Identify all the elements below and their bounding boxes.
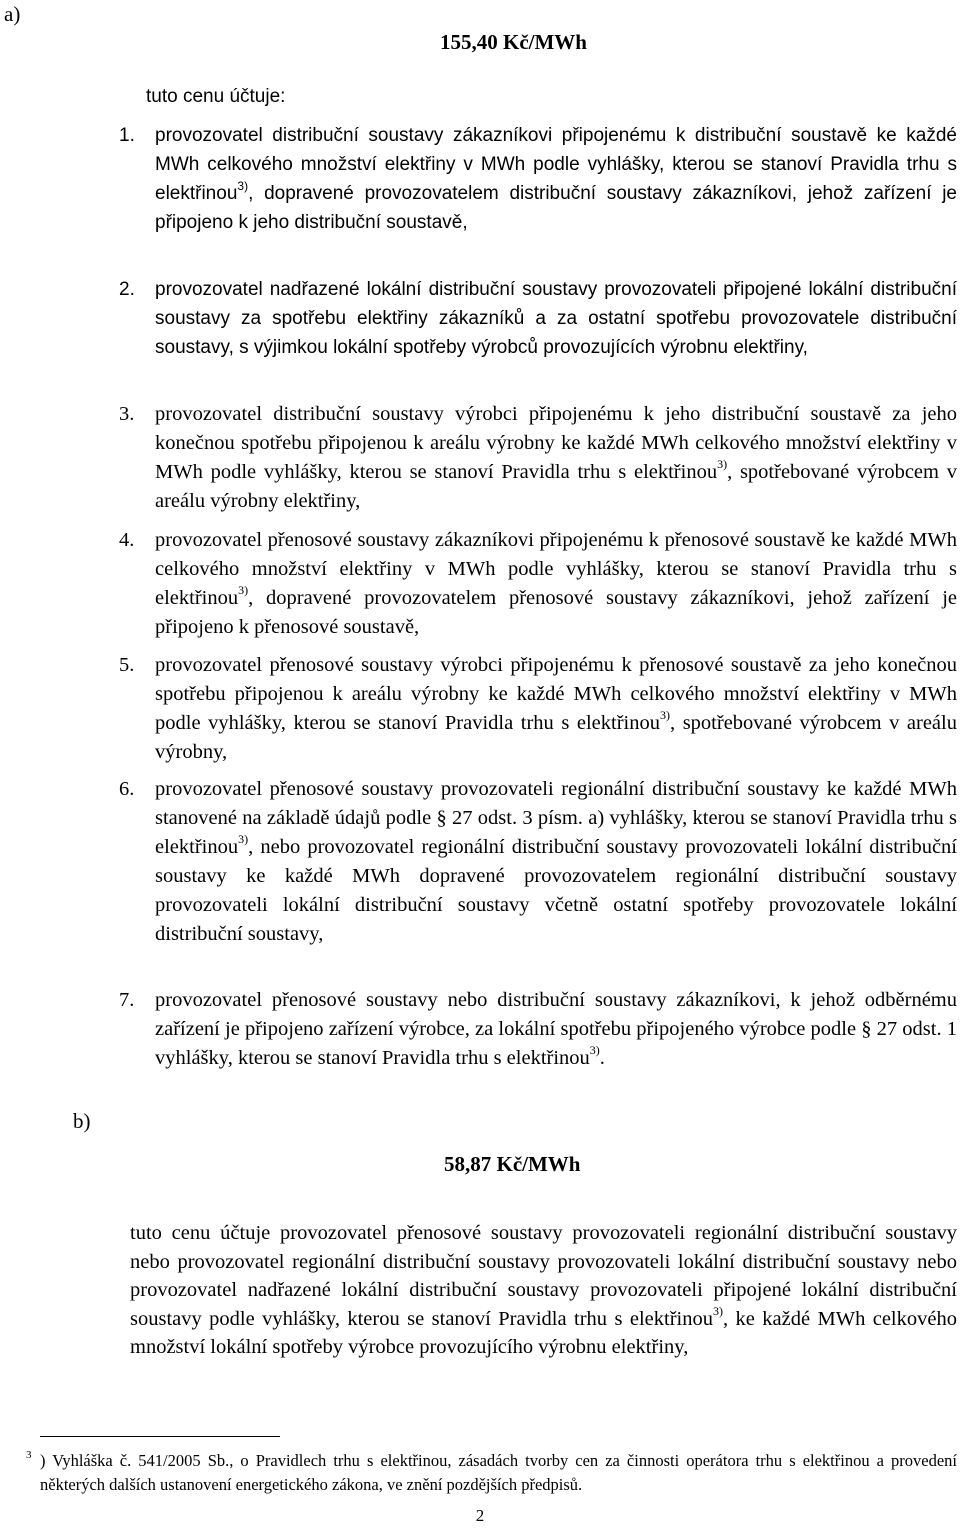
paragraph-b: tuto cenu účtuje provozovatel přenosové soustavy provozovateli regionální distribuční soustavy nebo provozovatel regionální distribuční soustavy provozovateli lokální distribuční soustavy nebo provozovatel nadřazené lokální distribuční soustavy provozovateli připojené lokální distribuční soustavy podle vyhlášky, kterou se stanoví Pravidla trhu s elektřinou$^{3)}$, ke každé MWh celkového množství lokální spotřeby výrobce provozujícího výrobnu elektřiny, (130, 1222, 957, 1358)
list-item-3: 3. provozovatel distribuční soustavy výrobci připojenému k jeho distribuční soustavě za jeho konečnou spotřebu připojenou k areálu výrobny ke každé MWh celkového množství elektřiny v MWh podle vyhlášky, kterou se stanoví Pravidla trhu s elektřinou$^{3)}$, spotřebované výrobcem v areálu výrobny elektřiny, (155, 400, 957, 516)
list-item-5: 5. provozovatel přenosové soustavy výrobci připojenému k přenosové soustavě za jeho konečnou spotřebu připojenou k areálu výrobny ke každé MWh celkového množství elektřiny v MWh podle vyhlášky, kterou se stanoví Pravidla trhu s elektřinou$^{3)}$, spotřebované výrobcem v areálu výrobny, (155, 651, 957, 767)
list-item-1: 1. provozovatel distribuční soustavy zákazníkovi připojenému k distribuční soustavě ke každé MWh celkového množství elektřiny v MWh podle vyhlášky, kterou se stanoví Pravidla trhu s elektřinou$^{3)}$, dopravené provozovatelem distribuční soustavy zákazníkovi, jehož zařízení je připojeno k jeho distribuční soustavě, (155, 121, 957, 237)
footnote-text: ) Vyhláška č. 541/2005 Sb., o Pravidlech trhu s elektřinou, zásadách tvorby cen za činnosti operátora trhu s elektřinou a provedení některých dalších ustanovení energetického zákona, ve znění pozdějších předpisů. (40, 1451, 957, 1494)
price-a: 155,40 Kč/MWh (440, 30, 587, 54)
item-number: 7. (119, 989, 135, 1011)
list-item-2: 2. provozovatel nadřazené lokální distribuční soustavy provozovateli připojené lokální distribuční soustavy za spotřebu elektřiny zákazníků a za ostatní spotřebu provozovatele distribuční soustavy, s výjimkou lokální spotřeby výrobců provozujících výrobnu elektřiny, (155, 275, 957, 362)
list-item-4: 4. provozovatel přenosové soustavy zákazníkovi připojenému k přenosové soustavě ke každé MWh celkového množství elektřiny v MWh podle vyhlášky, kterou se stanoví Pravidla trhu s elektřinou$^{3)}$, dopravené provozovatelem přenosové soustavy zákazníkovi, jehož zařízení je připojeno k přenosové soustavě, (155, 526, 957, 642)
page-number: 2 (475, 1506, 485, 1525)
price-b: 58,87 Kč/MWh (444, 1152, 581, 1176)
footnote-mark: 3 (26, 1449, 32, 1461)
label-a: a) (4, 2, 21, 26)
item-number: 2. (119, 279, 135, 300)
footnote-divider (40, 1436, 280, 1437)
item-number: 3. (119, 403, 135, 425)
list-item-7: 7. provozovatel přenosové soustavy nebo distribuční soustavy zákazníkovi, k jehož odběrnému zařízení je připojeno zařízení výrobce, za lokální spotřebu připojeného výrobce podle § 27 odst. 1 vyhlášky, kterou se stanoví Pravidla trhu s elektřinou$^{3)}$. (155, 986, 957, 1073)
item-number: 6. (119, 778, 135, 800)
intro-a: tuto cenu účtuje: (146, 86, 286, 107)
item-number: 1. (119, 125, 135, 146)
item-number: 5. (119, 654, 135, 676)
list-item-6: 6. provozovatel přenosové soustavy provozovateli regionální distribuční soustavy ke každé MWh stanovené na základě údajů podle § 27 odst. 3 písm. a) vyhlášky, kterou se stanoví Pravidla trhu s elektřinou$^{3)}$, nebo provozovatel regionální distribuční soustavy provozovateli lokální distribuční soustavy ke každé MWh dopravené provozovatelem regionální distribuční soustavy provozovateli lokální distribuční soustavy včetně ostatní spotřeby provozovatele lokální distribuční soustavy, (155, 775, 957, 949)
item-number: 4. (119, 529, 135, 551)
footnote (26, 1449, 957, 1497)
label-b: b) (73, 1109, 91, 1133)
